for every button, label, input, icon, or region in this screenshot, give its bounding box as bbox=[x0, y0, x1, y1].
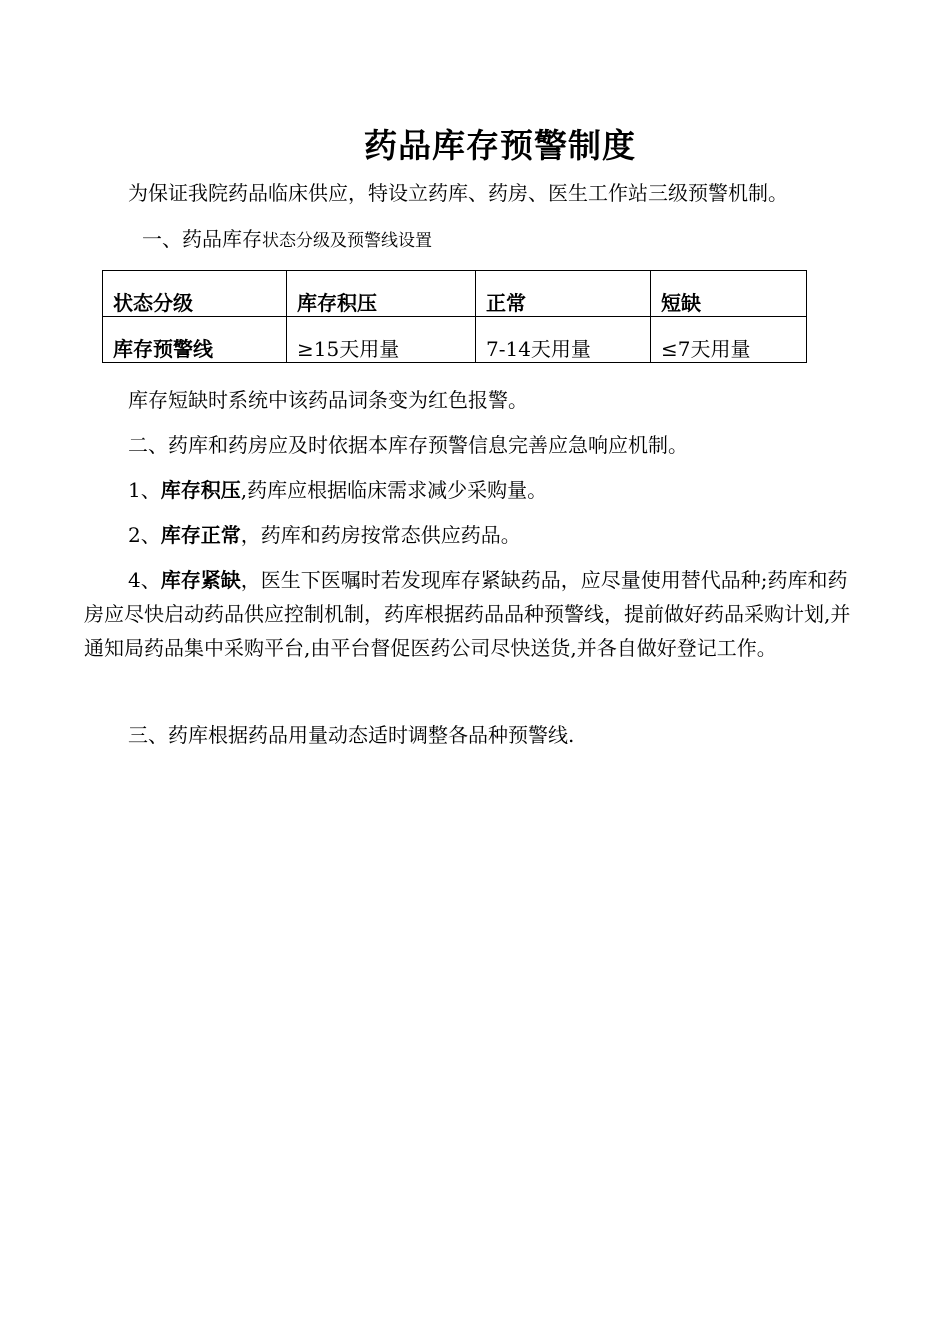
table-cell: 库存预警线 bbox=[103, 317, 287, 363]
red-alert-paragraph: 库存短缺时系统中该药品词条变为红色报警。 bbox=[128, 388, 528, 412]
table-header-row bbox=[103, 271, 807, 317]
table-cell: ≤7天用量 bbox=[651, 317, 807, 363]
item4-number: 4、 bbox=[128, 568, 161, 592]
item2-keyword: 库存正常 bbox=[160, 523, 241, 547]
item1-paragraph bbox=[128, 473, 547, 507]
item4-text: ，医生下医嘱时若发现库存紧缺药品，应尽量使用替代品种;药库和药房应尽快启动药品供应控制机制，药库根据药品品种预警线，提前做好药品采购计划,并通知局药品集中采购平台,由平台督促医药公司尽快送货,并各自做好登记工作。 bbox=[84, 568, 851, 660]
item4-keyword: 库存紧缺 bbox=[160, 568, 241, 592]
item4-paragraph bbox=[84, 563, 864, 665]
table-cell: 7-14天用量 bbox=[476, 317, 651, 363]
warning-table bbox=[102, 270, 807, 363]
header-cell: 状态分级 bbox=[103, 271, 287, 317]
intro-paragraph: 为保证我院药品临床供应，特设立药库、药房、医生工作站三级预警机制。 bbox=[128, 181, 788, 205]
section1-prefix: 一、药品库存 bbox=[142, 227, 262, 251]
section1-rest: 状态分级及预警线设置 bbox=[262, 231, 432, 251]
item2-paragraph bbox=[128, 518, 521, 552]
header-cell: 库存积压 bbox=[287, 271, 476, 317]
table-cell: ≥15天用量 bbox=[287, 317, 476, 363]
header-cell: 短缺 bbox=[651, 271, 807, 317]
item1-keyword: 库存积压 bbox=[160, 478, 241, 502]
item2-number: 2、 bbox=[128, 523, 161, 547]
item2-text: ，药库和药房按常态供应药品。 bbox=[240, 523, 521, 547]
section3-paragraph: 三、药库根据药品用量动态适时调整各品种预警线. bbox=[128, 723, 575, 747]
item1-number: 1、 bbox=[128, 478, 161, 502]
table-row bbox=[103, 317, 807, 363]
section1-heading bbox=[142, 222, 432, 258]
item1-text: ,药库应根据临床需求减少采购量。 bbox=[240, 478, 548, 502]
section2-paragraph: 二、药库和药房应及时依据本库存预警信息完善应急响应机制。 bbox=[128, 433, 688, 457]
header-cell: 正常 bbox=[476, 271, 651, 317]
page-title: 药品库存预警制度 bbox=[364, 126, 636, 165]
